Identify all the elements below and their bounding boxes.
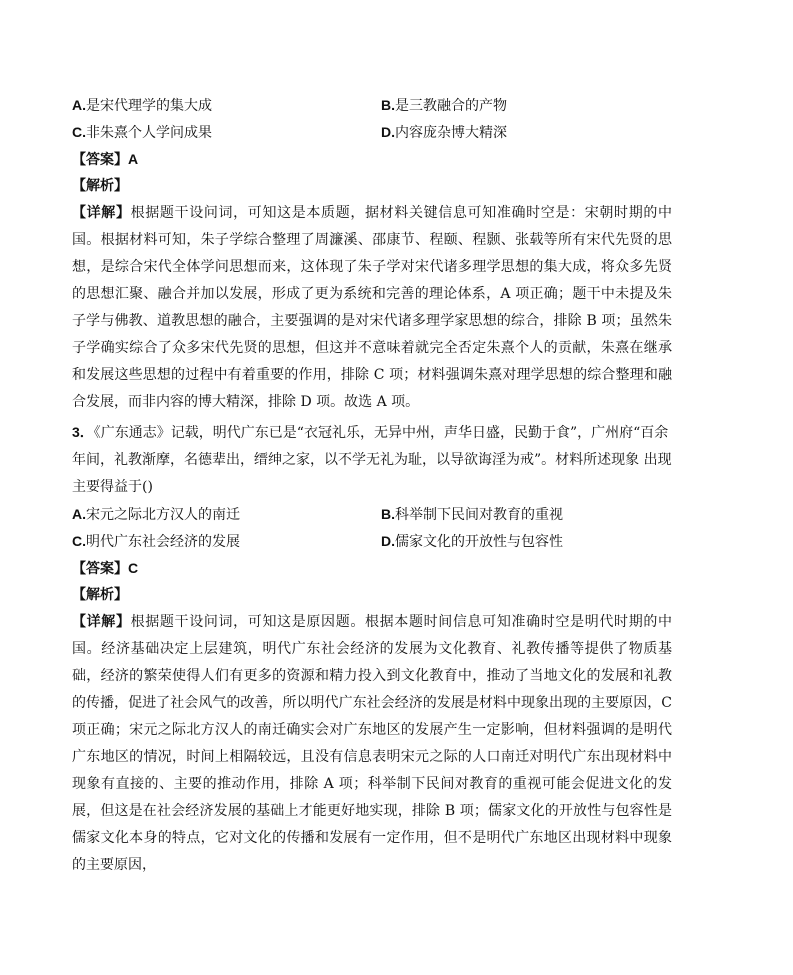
q3-option-a: A.宋元之际北方汉人的南迁 [72,506,240,523]
q3-options [72,501,672,555]
q2-answer: 【答案】A [72,151,139,168]
q3-option-b: B.科举制下民间对教育的重视 [381,506,563,523]
page-content [72,92,672,879]
q2-options [72,92,672,146]
q2-option-d: D.内容庞杂博大精深 [381,124,507,141]
q2-analysis-heading: 【解析】 [72,178,128,194]
q2-option-a: A.是宋代理学的集大成 [72,97,212,114]
q2-option-c: C.非朱熹个人学问成果 [72,124,212,141]
q2-option-b: B.是三教融合的产物 [381,97,507,114]
q3-stem: 3．《广东通志》记载，明代广东已是“衣冠礼乐，无异中州，声华日盛，民勤于食”，广州府“百余年间，礼教渐摩，名德辈出，缙绅之家，以不学无礼为耻，以导欲诲淫为戒”。材料所述现象 出现主要得益于() [72,424,672,495]
q3-answer: 【答案】C [72,560,139,577]
q3-option-d: D.儒家文化的开放性与包容性 [381,533,563,550]
q3-detail-paragraph: 【详解】根据题干设问词，可知这是原因题。根据本题时间信息可知准确时空是明代时期的中国。经济基础决定上层建筑，明代广东社会经济的发展为文化教育、礼教传播等提供了物质基础，经济的繁荣使得人们有更多的资源和精力投入到文化教育中，推动了当地文化的发展和礼教的传播，促进了社会风气的改善，所以明代广东社会经济的发展是材料中现象出现的主要原因，C 项正确；宋元之际北方汉人的南迁确实会对广东地区的发展产生一定影响，但材料强调的是明代广东地区的情况，时间上相隔较远，且没有信息表明宋元之际的人口南迁对明代广东出现材料中现象有直接的、主要的推动作用，排除 A 项；科举制下民间对教育的重视可能会促进文化的发展，但这是在社会经济发展的基础上才能更好地实现，排除 B 项；儒家文化的开放性与包容性是儒家文化本身的特点，它对文化的传播和发展有一定作用，但不是明代广东地区出现材料中现象的主要原因， [72,614,673,873]
q3-analysis-heading: 【解析】 [72,587,128,603]
q2-detail-paragraph: 【详解】根据题干设问词，可知这是本质题，据材料关键信息可知准确时空是：宋朝时期的中国。根据材料可知，朱子学综合整理了周濂溪、邵康节、程颐、程颢、张载等所有宋代先贤的思想，是综合宋代全体学问思想而来，这体现了朱子学对宋代诸多理学思想的集大成，将众多先贤的思想汇聚、融合并加以发展，形成了更为系统和完善的理论体系，A 项正确；题干中未提及朱子学与佛教、道教思想的融合，主要强调的是对宋代诸多理学家思想的综合，排除 B 项；虽然朱子学确实综合了众多宋代先贤的思想，但这并不意味着就完全否定朱熹个人的贡献，朱熹在继承和发展这些思想的过程中有着重要的作用，排除 C 项；材料强调朱熹对理学思想的综合整理和融合发展，而非内容的博大精深，排除 D 项。故选 A 项。 [72,205,673,410]
q3-option-c: C.明代广东社会经济的发展 [72,533,240,550]
